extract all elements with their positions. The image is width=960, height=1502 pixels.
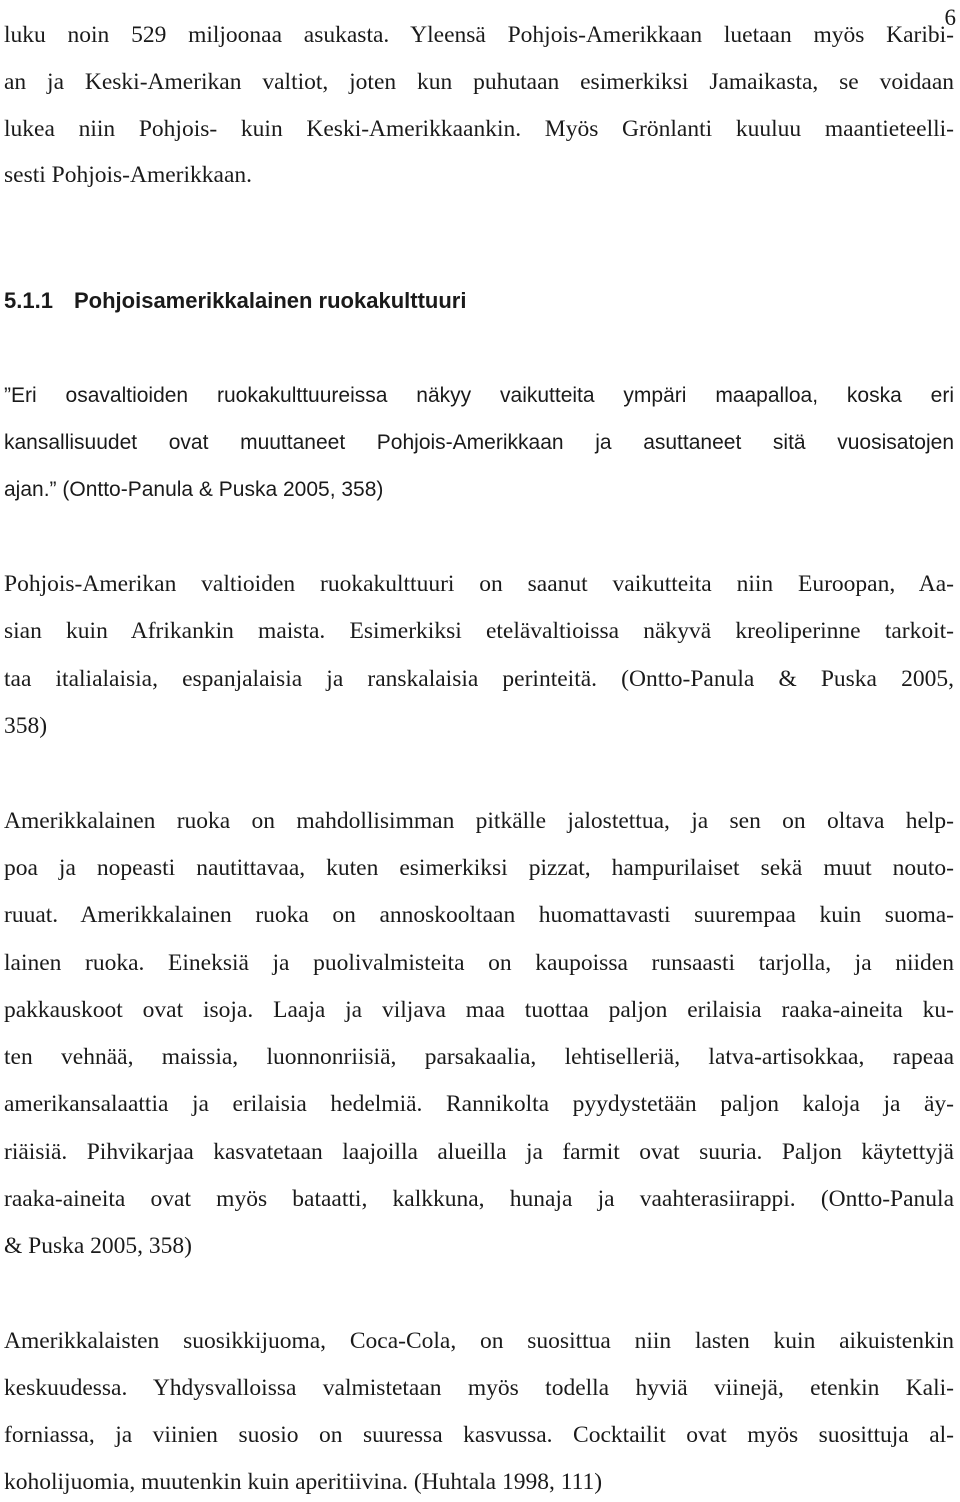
paragraph-line: riäisiä. Pihvikarjaa kasvatetaan laajoilla alueilla ja farmit ovat suuria. Paljon käytettyjä [4, 1139, 954, 1165]
section-title: Pohjoisamerikkalainen ruokakulttuuri [74, 288, 467, 313]
intro-line: luku noin 529 miljoonaa asukasta. Yleensä Pohjois-Amerikkaan luetaan myös Karibi- [4, 22, 954, 48]
section-heading [4, 286, 466, 316]
paragraph-line: keskuudessa. Yhdysvalloissa valmistetaan myös todella hyviä viinejä, etenkin Kali- [4, 1375, 954, 1401]
intro-line: lukea niin Pohjois- kuin Keski-Amerikkaankin. Myös Grönlanti kuuluu maantieteelli- [4, 116, 954, 142]
paragraph-line: sian kuin Afrikankin maista. Esimerkiksi etelävaltioissa näkyvä kreoliperinne tarkoit- [4, 618, 954, 644]
paragraph-line: 358) [4, 713, 48, 739]
paragraph-line: Amerikkalainen ruoka on mahdollisimman pitkälle jalostettua, ja sen on oltava help- [4, 808, 954, 834]
paragraph-line: amerikansalaattia ja erilaisia hedelmiä. Rannikolta pyydystetään paljon kaloja ja äy- [4, 1091, 954, 1117]
intro-line: an ja Keski-Amerikan valtiot, joten kun puhutaan esimerkiksi Jamaikasta, se voidaan [4, 69, 954, 95]
paragraph-line: forniassa, ja viinien suosio on suuressa kasvussa. Cocktailit ovat myös suosittuja al- [4, 1422, 954, 1448]
paragraph-line: taa italialaisia, espanjalaisia ja ranskalaisia perinteitä. (Ontto-Panula & Puska 2005, [4, 666, 954, 692]
paragraph-line: pakkauskoot ovat isoja. Laaja ja viljava maa tuottaa paljon erilaisia raaka-aineita ku- [4, 997, 954, 1023]
quote-line: ”Eri osavaltioiden ruokakulttuureissa näkyy vaikutteita ympäri maapalloa, koska eri [4, 384, 954, 407]
paragraph-line: ten vehnää, maissia, luonnonriisiä, parsakaalia, lehtiselleriä, latva-artisokkaa, rapeaa [4, 1044, 954, 1070]
paragraph-line: Pohjois-Amerikan valtioiden ruokakulttuuri on saanut vaikutteita niin Euroopan, Aa- [4, 571, 954, 597]
paragraph-line: koholijuomia, muutenkin kuin aperitiivina. (Huhtala 1998, 111) [4, 1469, 603, 1495]
paragraph-line: lainen ruoka. Eineksiä ja puolivalmisteita on kaupoissa runsaasti tarjolla, ja niiden [4, 950, 954, 976]
paragraph-line: poa ja nopeasti nautittavaa, kuten esimerkiksi pizzat, hampurilaiset sekä muut nouto- [4, 855, 954, 881]
paragraph-line: raaka-aineita ovat myös bataatti, kalkkuna, hunaja ja vaahterasiirappi. (Ontto-Panula [4, 1186, 954, 1212]
quote-line: kansallisuudet ovat muuttaneet Pohjois-Amerikkaan ja asuttaneet sitä vuosisatojen [4, 431, 954, 454]
page-number: 6 [944, 5, 956, 30]
quote-line: ajan.” (Ontto-Panula & Puska 2005, 358) [4, 478, 384, 501]
paragraph-line: & Puska 2005, 358) [4, 1233, 192, 1259]
paragraph-line: ruuat. Amerikkalainen ruoka on annoskooltaan huomattavasti suurempaa kuin suoma- [4, 902, 954, 928]
intro-line: sesti Pohjois-Amerikkaan. [4, 162, 253, 188]
section-number: 5.1.1 [4, 288, 53, 313]
paragraph-line: Amerikkalaisten suosikkijuoma, Coca-Cola, on suosittua niin lasten kuin aikuistenkin [4, 1328, 954, 1354]
